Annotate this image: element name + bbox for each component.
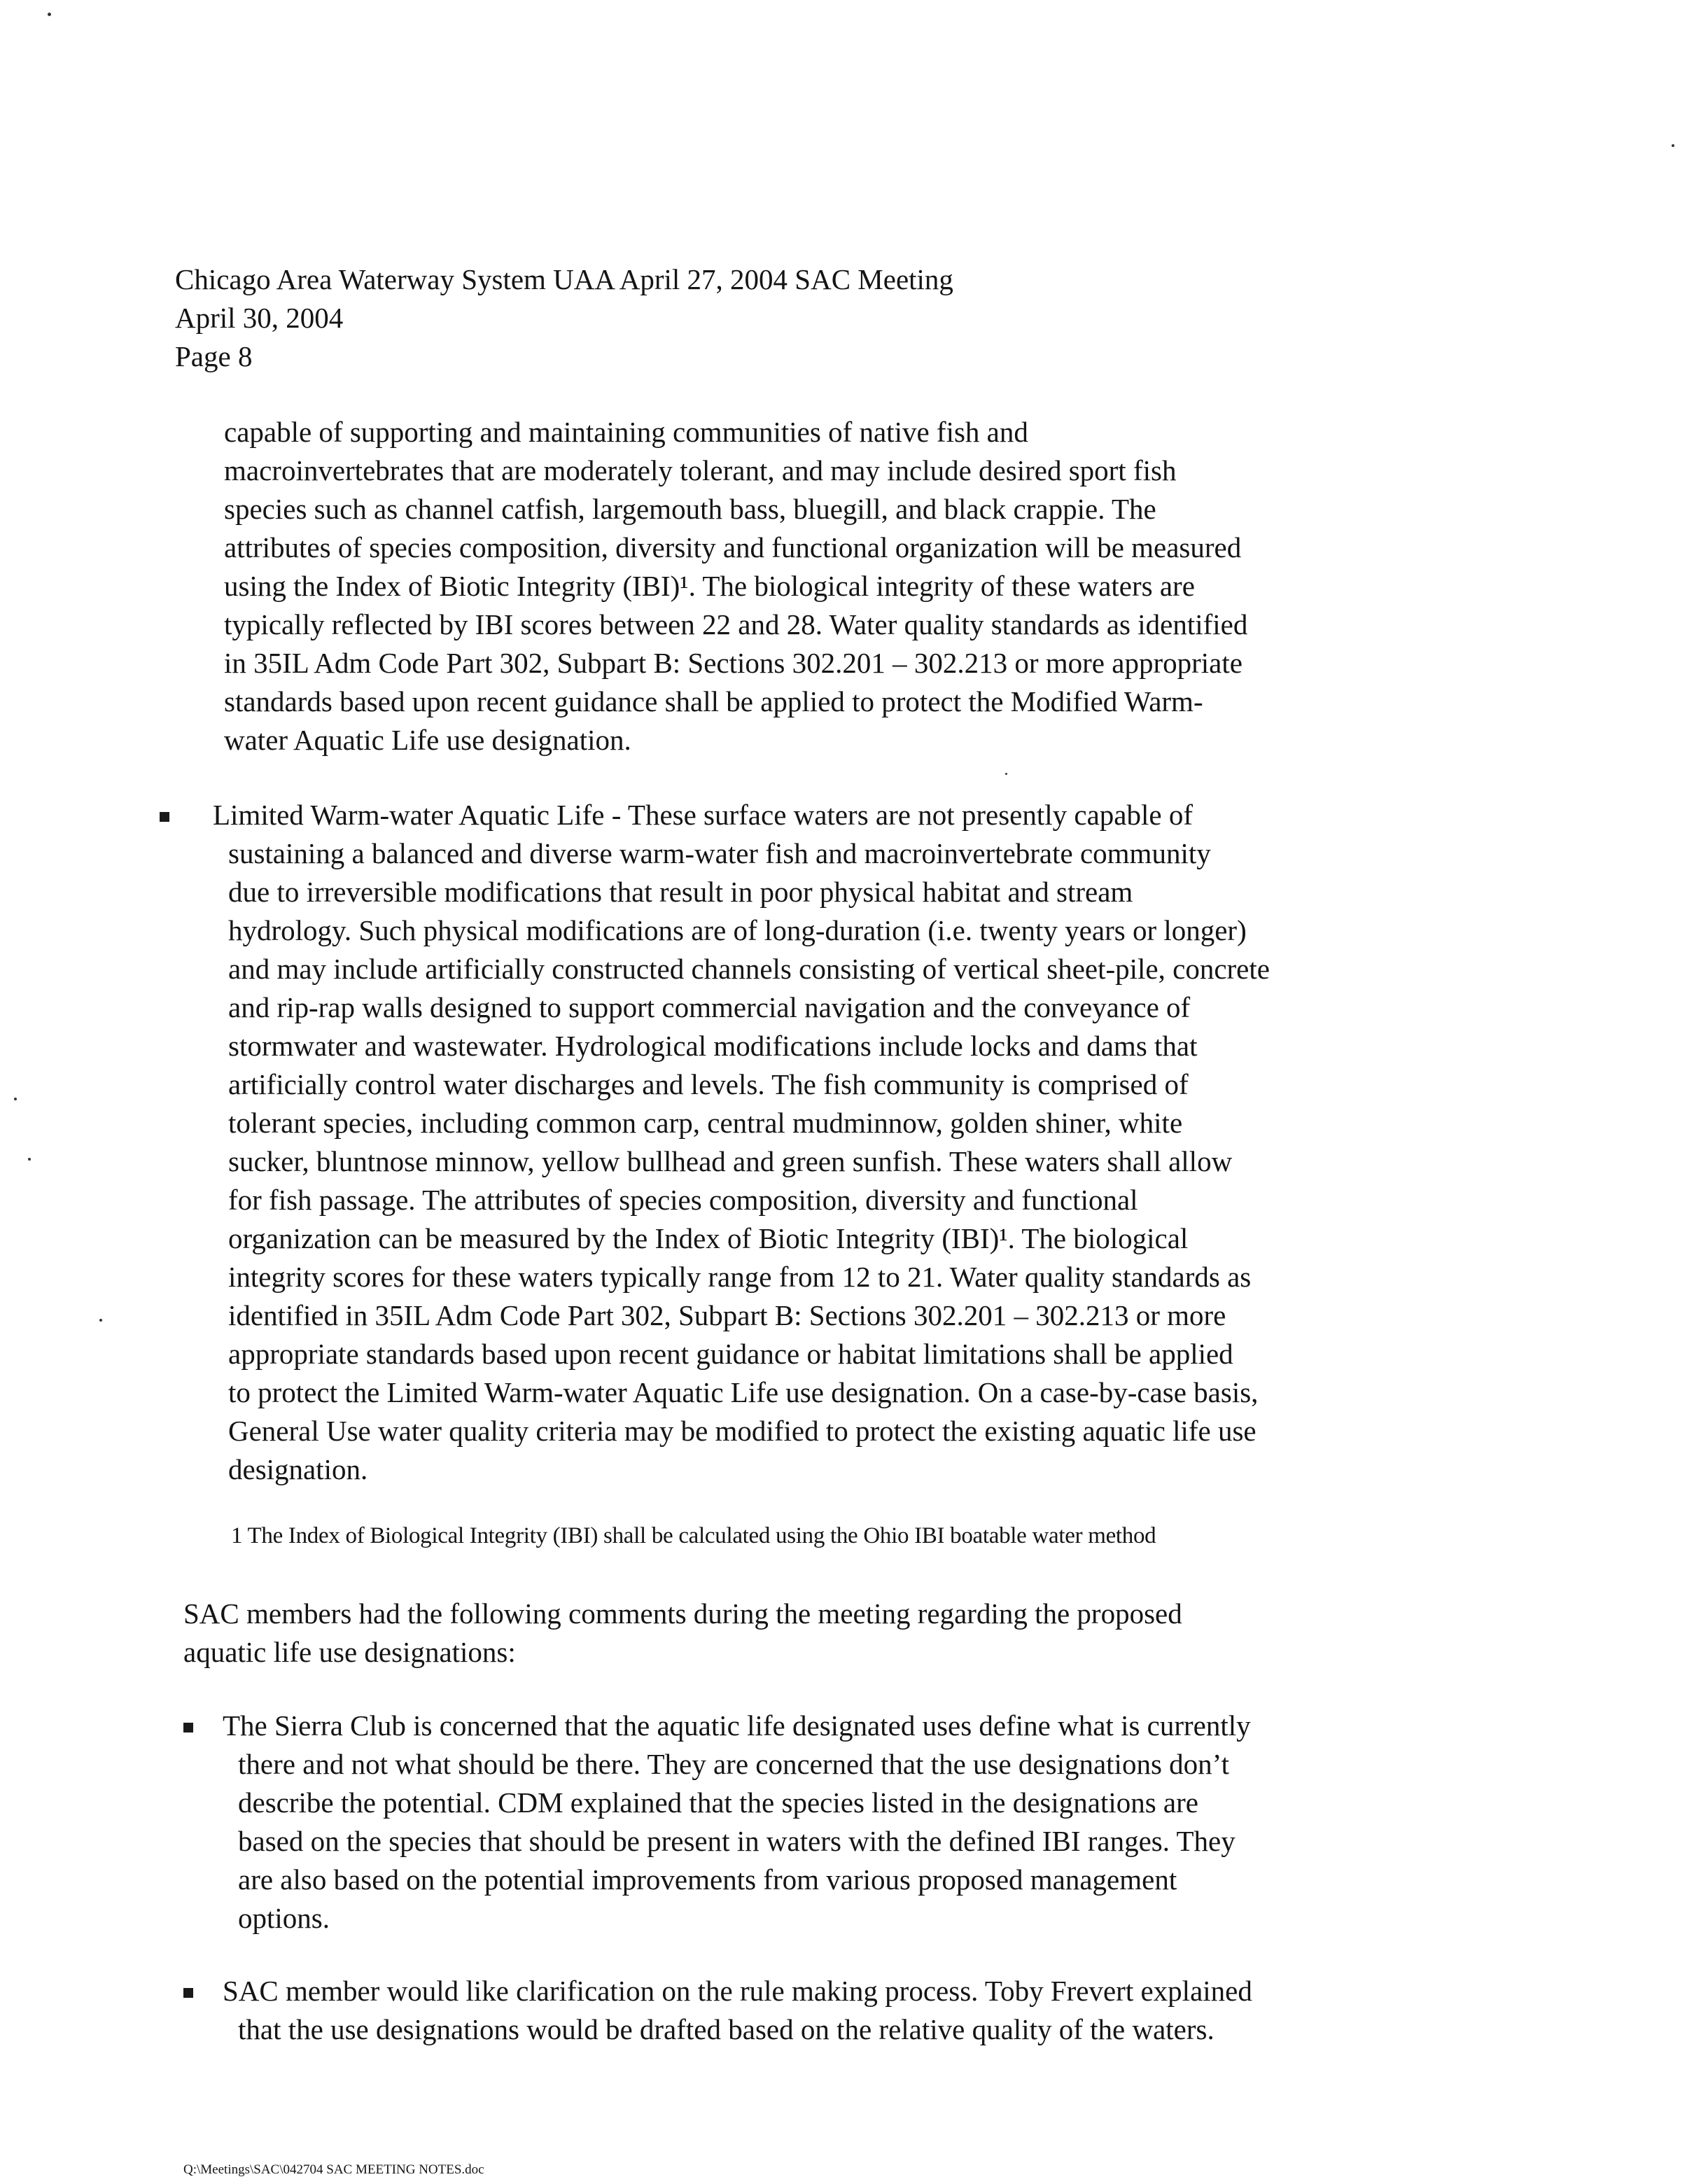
text-line: aquatic life use designations: [183, 1636, 516, 1668]
text-line: artificially control water discharges and levels. The fish community is comprised of [228, 1068, 1189, 1100]
text-line: capable of supporting and maintaining communities of native fish and [224, 416, 1028, 448]
scan-speck [48, 13, 51, 16]
text-line: Limited Warm-water Aquatic Life - These surface waters are not presently capable of [213, 799, 1193, 831]
text-line: there and not what should be there. They are concerned that the use designations don’t [238, 1748, 1229, 1780]
square-bullet-icon [183, 1988, 193, 1998]
text-line: and rip-rap walls designed to support commercial navigation and the conveyance of [228, 991, 1191, 1023]
text-line: in 35IL Adm Code Part 302, Subpart B: Sections 302.201 – 302.213 or more appropriate [224, 647, 1242, 679]
text-line: integrity scores for these waters typically range from 12 to 21. Water quality standards as [228, 1261, 1252, 1293]
header-page-number: Page 8 [175, 340, 253, 372]
text-line: to protect the Limited Warm-water Aquatic Life use designation. On a case-by-case basis, [228, 1376, 1259, 1408]
text-line: water Aquatic Life use designation. [224, 724, 631, 756]
header-title: Chicago Area Waterway System UAA April 27, 2004 SAC Meeting [175, 263, 953, 295]
scan-speck [1672, 144, 1674, 147]
file-path-footer: Q:\Meetings\SAC\042704 SAC MEETING NOTES.doc [183, 2162, 484, 2177]
text-line: attributes of species composition, diversity and functional organization will be measured [224, 531, 1242, 564]
text-line: organization can be measured by the Index of Biotic Integrity (IBI)¹. The biological [228, 1222, 1189, 1254]
text-line: SAC member would like clarification on the rule making process. Toby Frevert explained [223, 1975, 1252, 2007]
text-line: using the Index of Biotic Integrity (IBI)¹. The biological integrity of these waters are [224, 570, 1195, 602]
text-line: General Use water quality criteria may be modified to protect the existing aquatic life use [228, 1415, 1256, 1447]
text-line: options. [238, 1902, 330, 1934]
modified-warmwater-continuation [224, 413, 1414, 760]
scan-speck [99, 1319, 102, 1322]
page-header [175, 260, 953, 376]
text-line: and may include artificially constructed channels consisting of vertical sheet-pile, concrete [228, 953, 1270, 985]
scan-speck [1005, 773, 1007, 775]
limited-warmwater-text [213, 796, 1488, 1489]
sac-comments-intro [183, 1595, 1443, 1672]
text-line: designation. [228, 1453, 368, 1485]
scan-speck [28, 1158, 31, 1161]
text-line: sucker, bluntnose minnow, yellow bullhead and green sunfish. These waters shall allow [228, 1145, 1233, 1177]
text-line: for fish passage. The attributes of species composition, diversity and functional [228, 1184, 1138, 1216]
text-line: sustaining a balanced and diverse warm-water fish and macroinvertebrate community [228, 837, 1211, 869]
header-date: April 30, 2004 [175, 302, 344, 334]
text-line: appropriate standards based upon recent guidance or habitat limitations shall be applied [228, 1338, 1233, 1370]
square-bullet-icon [183, 1723, 193, 1732]
text-line: standards based upon recent guidance shall be applied to protect the Modified Warm- [224, 685, 1203, 718]
text-line: that the use designations would be drafted based on the relative quality of the waters. [238, 2013, 1214, 2045]
square-bullet-icon [160, 812, 169, 822]
text-line: species such as channel catfish, largemouth bass, bluegill, and black crappie. The [224, 493, 1156, 525]
text-line: are also based on the potential improvements from various proposed management [238, 1863, 1177, 1896]
rule-making-text [223, 1972, 1498, 2049]
sierra-club-text [223, 1707, 1498, 1938]
text-line: The Sierra Club is concerned that the aquatic life designated uses define what is currently [223, 1709, 1251, 1742]
footnote: 1 The Index of Biological Integrity (IBI) shall be calculated using the Ohio IBI boatable water method [231, 1523, 1156, 1548]
text-line: describe the potential. CDM explained that the species listed in the designations are [238, 1786, 1198, 1819]
text-line: tolerant species, including common carp, central mudminnow, golden shiner, white [228, 1107, 1183, 1139]
text-line: identified in 35IL Adm Code Part 302, Subpart B: Sections 302.201 – 302.213 or more [228, 1299, 1226, 1331]
scan-speck [14, 1098, 17, 1100]
text-line: hydrology. Such physical modifications are of long-duration (i.e. twenty years or longer) [228, 914, 1247, 946]
text-line: due to irreversible modifications that result in poor physical habitat and stream [228, 876, 1133, 908]
text-line: macroinvertebrates that are moderately tolerant, and may include desired sport fish [224, 454, 1177, 486]
text-line: SAC members had the following comments during the meeting regarding the proposed [183, 1597, 1182, 1630]
text-line: typically reflected by IBI scores between 22 and 28. Water quality standards as identified [224, 608, 1248, 640]
text-line: stormwater and wastewater. Hydrological modifications include locks and dams that [228, 1030, 1198, 1062]
text-line: based on the species that should be present in waters with the defined IBI ranges. They [238, 1825, 1236, 1857]
